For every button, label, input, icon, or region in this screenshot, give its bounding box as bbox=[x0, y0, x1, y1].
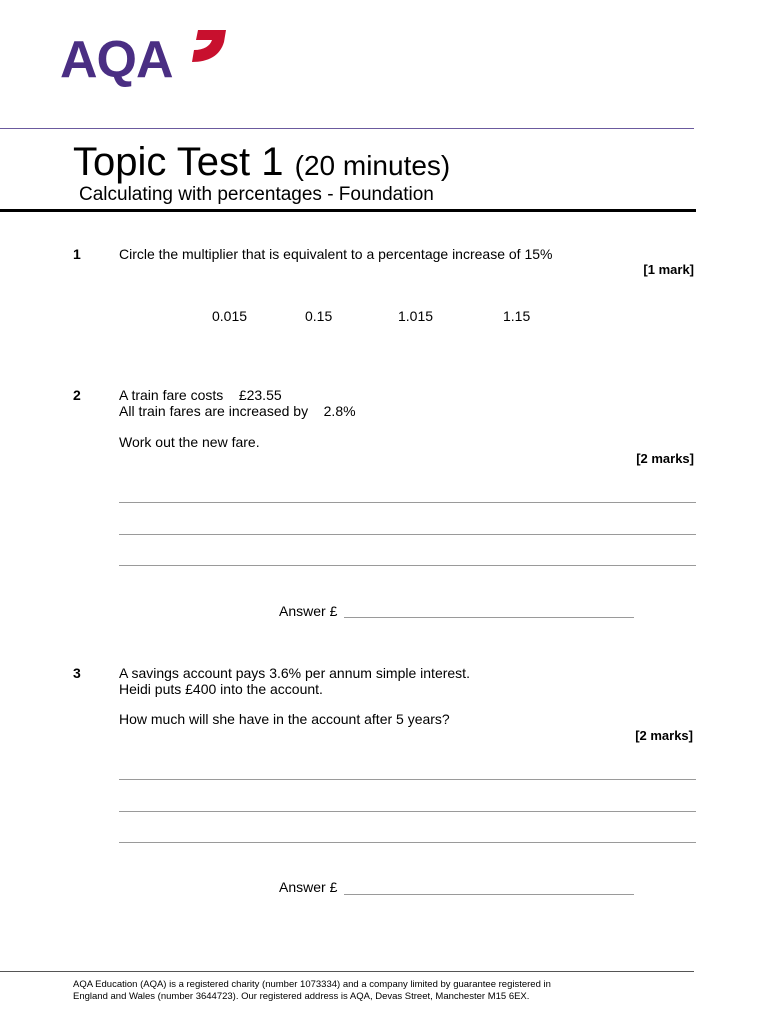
aqa-logo bbox=[60, 28, 230, 89]
question-3-answer-label: Answer £ bbox=[279, 879, 338, 895]
title-divider bbox=[0, 209, 696, 212]
question-3-line-2: Heidi puts £400 into the account. bbox=[119, 681, 323, 697]
question-1-text: Circle the multiplier that is equivalent to a percentage increase of 15% bbox=[119, 246, 553, 262]
logo-leaf-icon bbox=[190, 28, 228, 64]
question-3-marks: [2 marks] bbox=[635, 728, 693, 743]
question-3-number: 3 bbox=[73, 665, 81, 681]
working-line[interactable] bbox=[119, 811, 696, 812]
question-3-instruction: How much will she have in the account after 5 years? bbox=[119, 711, 450, 727]
option-0-15[interactable]: 0.15 bbox=[305, 308, 333, 324]
footer-line-2: England and Wales (number 3644723). Our registered address is AQA, Devas Street, Manchester M15 6EX. bbox=[73, 991, 530, 1002]
question-1-number: 1 bbox=[73, 246, 81, 262]
page-subtitle: Calculating with percentages - Foundation bbox=[79, 184, 434, 205]
logo-wordmark: AQA bbox=[60, 31, 173, 89]
footer-line-1: AQA Education (AQA) is a registered charity (number 1073334) and a company limited by guarantee registered in bbox=[73, 979, 551, 990]
page-title: Topic Test 1 (20 minutes) bbox=[73, 140, 451, 184]
question-2-line-2: All train fares are increased by 2.8% bbox=[119, 403, 356, 419]
question-2-instruction: Work out the new fare. bbox=[119, 434, 260, 450]
footer bbox=[73, 979, 569, 1003]
option-1-015[interactable]: 1.015 bbox=[398, 308, 434, 324]
question-2-line-1: A train fare costs £23.55 bbox=[119, 387, 282, 403]
option-1-15[interactable]: 1.15 bbox=[503, 308, 531, 324]
working-line[interactable] bbox=[119, 842, 696, 843]
working-line[interactable] bbox=[119, 502, 696, 503]
question-3-answer-line[interactable] bbox=[344, 894, 634, 895]
working-line[interactable] bbox=[119, 779, 696, 780]
option-0-015[interactable]: 0.015 bbox=[212, 308, 248, 324]
question-2-answer-label: Answer £ bbox=[279, 603, 338, 619]
question-2-marks: [2 marks] bbox=[636, 451, 694, 466]
test-duration: (20 minutes) bbox=[294, 150, 451, 181]
header-divider bbox=[0, 128, 694, 129]
question-2-answer-line[interactable] bbox=[344, 617, 634, 618]
question-2-number: 2 bbox=[73, 387, 81, 403]
working-line[interactable] bbox=[119, 565, 696, 566]
footer-divider bbox=[0, 971, 694, 972]
question-1-marks: [1 mark] bbox=[643, 262, 694, 277]
question-3-line-1: A savings account pays 3.6% per annum simple interest. bbox=[119, 665, 470, 681]
working-line[interactable] bbox=[119, 534, 696, 535]
